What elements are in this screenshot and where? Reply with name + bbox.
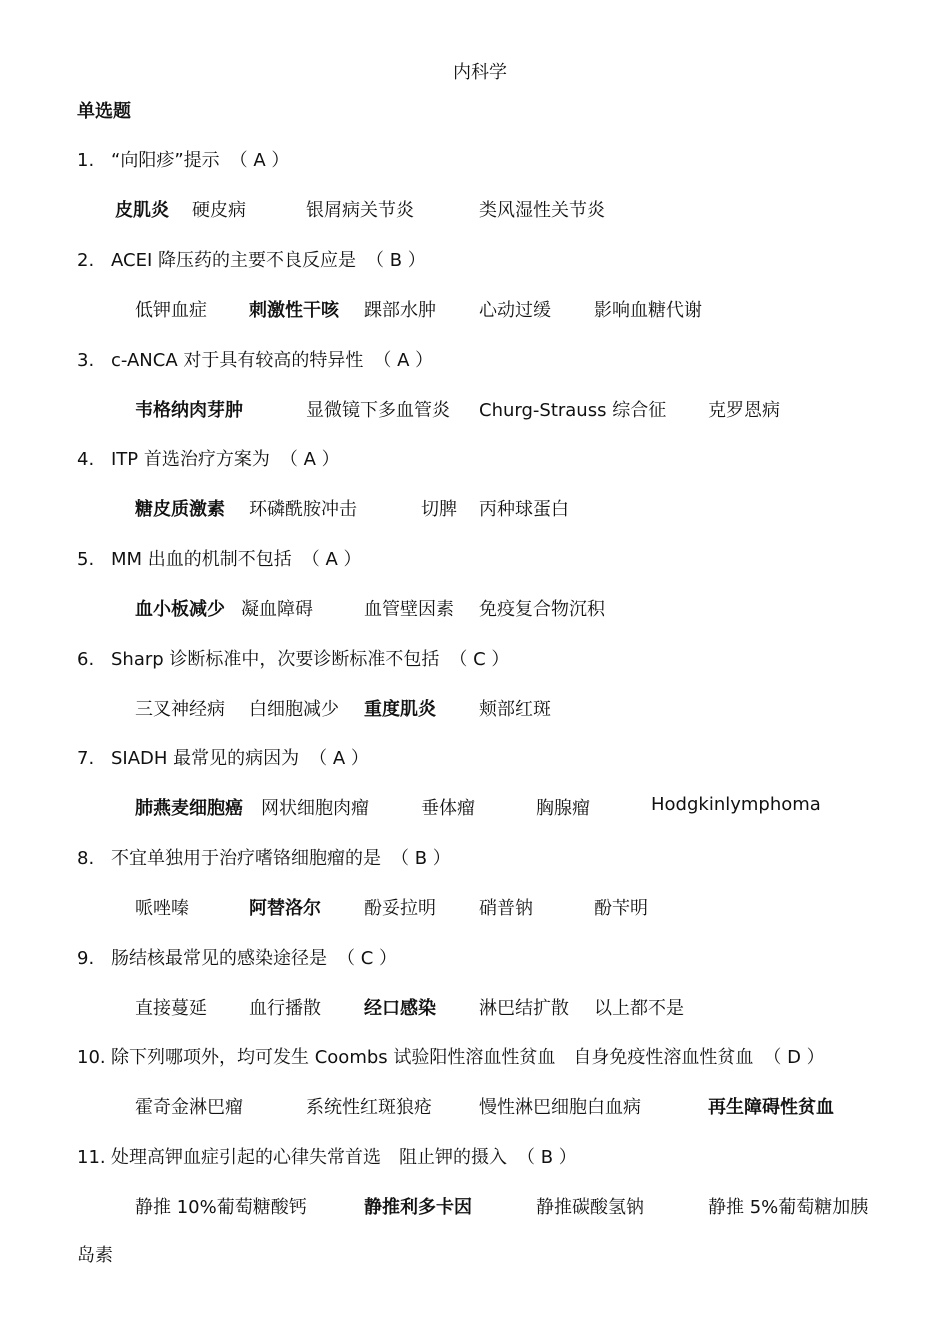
question-text: 处理高钾血症引起的心律失常首选 阻止钾的摄入 <box>111 1147 507 1168</box>
question-stem <box>77 146 289 172</box>
option-correct: 血小板减少 <box>135 599 225 620</box>
option: 以上都不是 <box>594 998 684 1019</box>
question-answer: （ B ） <box>391 848 451 869</box>
option: 直接蔓延 <box>135 998 207 1019</box>
question-answer: （ A ） <box>301 549 362 570</box>
option: 切脾 <box>421 499 457 520</box>
question-answer: （ D ） <box>763 1047 825 1068</box>
question-answer: （ A ） <box>309 748 369 769</box>
option-correct: 静推利多卡因 <box>364 1197 472 1218</box>
option: 系统性红斑狼疮 <box>306 1097 432 1118</box>
option: 酚妥拉明 <box>364 898 436 919</box>
option: 硝普钠 <box>479 898 533 919</box>
question-number: 9. <box>77 948 95 969</box>
question-answer: （ A ） <box>229 150 290 171</box>
question-stem <box>77 1043 825 1069</box>
option: 慢性淋巴细胞白血病 <box>479 1097 641 1118</box>
option: 影响血糖代谢 <box>594 300 702 321</box>
option: 静推 10%葡萄糖酸钙 <box>135 1197 307 1218</box>
option-correct: 韦格纳肉芽肿 <box>135 400 243 421</box>
question-stem <box>77 645 509 671</box>
question-number: 3. <box>77 350 95 371</box>
option: 哌唑嗪 <box>135 898 189 919</box>
option: 静推碳酸氢钠 <box>536 1197 644 1218</box>
option-correct: 刺激性干咳 <box>249 300 339 321</box>
option-correct: 再生障碍性贫血 <box>708 1097 834 1118</box>
option-wrap-continuation: 岛素 <box>77 1245 113 1266</box>
option: 白细胞减少 <box>249 699 339 720</box>
option: 淋巴结扩散 <box>479 998 569 1019</box>
question-answer: （ C ） <box>449 649 510 670</box>
option: 环磷酰胺冲击 <box>249 499 357 520</box>
option: 血管壁因素 <box>364 599 454 620</box>
option: 血行播散 <box>249 998 321 1019</box>
question-text: “向阳疹”提示 <box>111 150 220 171</box>
option: Churg-Strauss 综合征 <box>479 400 667 421</box>
question-stem <box>77 246 426 272</box>
option: 静推 5%葡萄糖加胰 <box>708 1197 869 1218</box>
question-text: MM 出血的机制不包括 <box>111 549 292 570</box>
option: 显微镜下多血管炎 <box>306 400 450 421</box>
question-text: SIADH 最常见的病因为 <box>111 748 300 769</box>
question-text: 除下列哪项外，均可发生 Coombs 试验阳性溶血性贫血 自身免疫性溶血性贫血 <box>111 1047 754 1068</box>
option-correct: 肺燕麦细胞癌 <box>135 798 243 819</box>
option-correct: 阿替洛尔 <box>249 898 321 919</box>
option-correct: 经口感染 <box>364 998 436 1019</box>
option: 霍奇金淋巴瘤 <box>135 1097 243 1118</box>
option: 三叉神经病 <box>135 699 225 720</box>
option: 克罗恩病 <box>708 400 780 421</box>
question-text: 不宜单独用于治疗嗜铬细胞瘤的是 <box>111 848 381 869</box>
question-stem <box>77 445 340 471</box>
question-answer: （ A ） <box>373 350 434 371</box>
question-answer: （ C ） <box>337 948 398 969</box>
option: 酚苄明 <box>594 898 648 919</box>
option: 丙种球蛋白 <box>479 499 569 520</box>
question-answer: （ A ） <box>279 449 340 470</box>
question-answer: （ B ） <box>365 250 426 271</box>
question-stem <box>77 545 362 571</box>
page-title: 内科学 <box>453 62 507 83</box>
option-correct: 糖皮质激素 <box>135 499 225 520</box>
option: 网状细胞肉瘤 <box>261 798 369 819</box>
option: 垂体瘤 <box>421 798 475 819</box>
option: 凝血障碍 <box>241 599 313 620</box>
question-text: ACEI 降压药的主要不良反应是 <box>111 250 356 271</box>
option: 心动过缓 <box>479 300 551 321</box>
question-stem <box>77 844 451 870</box>
option-correct: 重度肌炎 <box>364 699 436 720</box>
question-number: 4. <box>77 449 95 470</box>
question-number: 5. <box>77 549 95 570</box>
question-number: 10. <box>77 1047 106 1068</box>
option: 银屑病关节炎 <box>306 200 414 221</box>
option: 免疫复合物沉积 <box>479 599 605 620</box>
question-stem <box>77 1143 577 1169</box>
option: 低钾血症 <box>135 300 207 321</box>
option: 硬皮病 <box>192 200 246 221</box>
option: Hodgkinlymphoma <box>651 794 821 815</box>
option: 踝部水肿 <box>364 300 436 321</box>
question-stem <box>77 346 433 372</box>
question-number: 8. <box>77 848 95 869</box>
option: 颊部红斑 <box>479 699 551 720</box>
question-number: 1. <box>77 150 95 171</box>
option: 胸腺瘤 <box>536 798 590 819</box>
question-answer: （ B ） <box>517 1147 577 1168</box>
question-number: 11. <box>77 1147 106 1168</box>
question-stem <box>77 744 369 770</box>
question-number: 7. <box>77 748 95 769</box>
option-correct: 皮肌炎 <box>115 200 169 221</box>
question-text: 肠结核最常见的感染途径是 <box>111 948 327 969</box>
question-stem <box>77 944 397 970</box>
section-heading: 单选题 <box>77 101 131 122</box>
question-text: Sharp 诊断标准中，次要诊断标准不包括 <box>111 649 440 670</box>
question-number: 2. <box>77 250 95 271</box>
question-number: 6. <box>77 649 95 670</box>
question-text: ITP 首选治疗方案为 <box>111 449 270 470</box>
question-text: c-ANCA 对于具有较高的特异性 <box>111 350 364 371</box>
option: 类风湿性关节炎 <box>479 200 605 221</box>
